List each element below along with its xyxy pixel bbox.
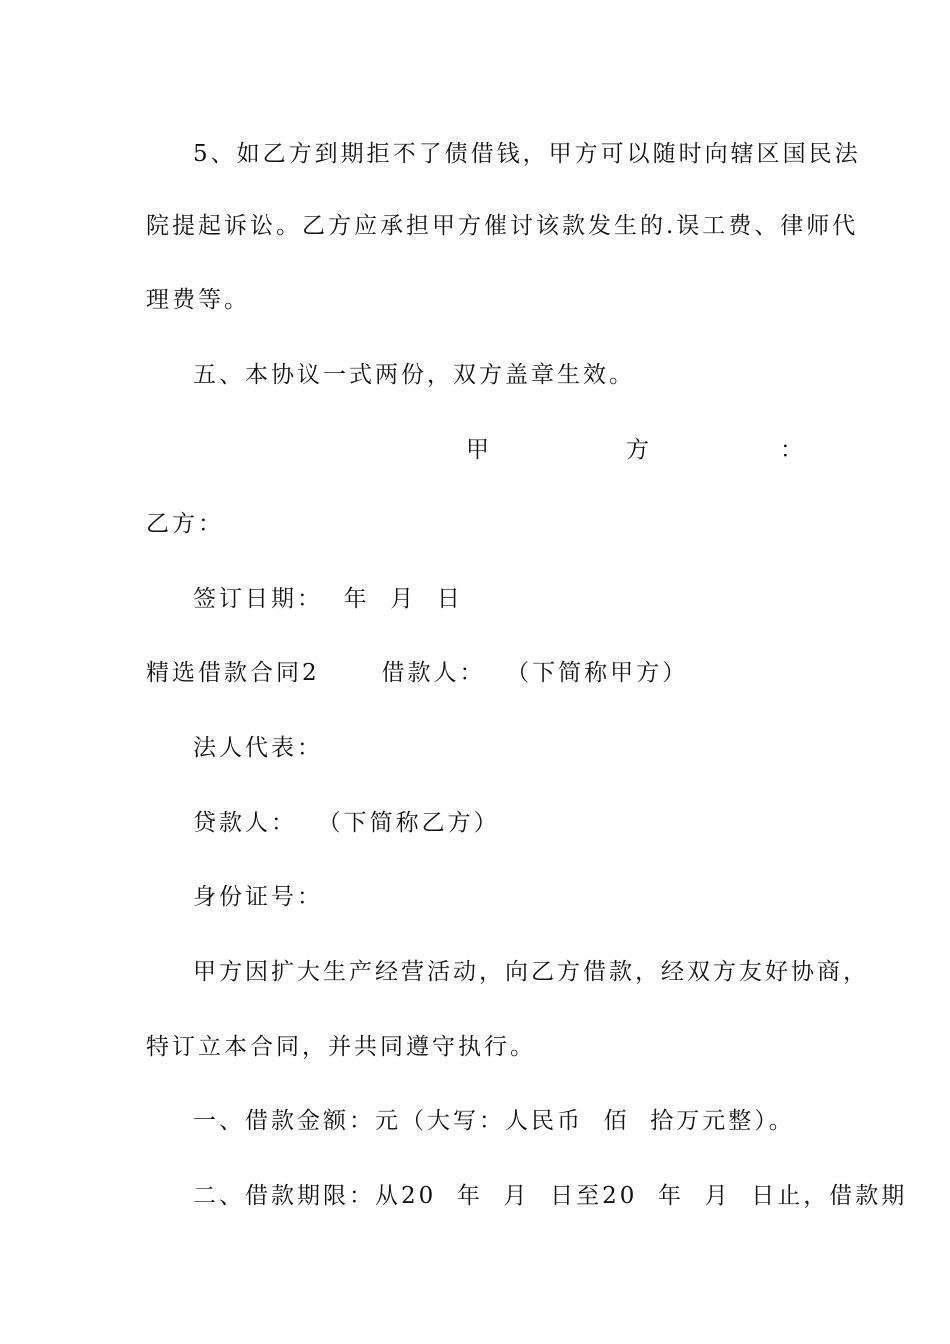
paragraph-5-line-2: 院提起诉讼。乙方应承担甲方催讨该款发生的.误工费、律师代 (146, 213, 859, 239)
contract-2-title: 精选借款合同2 借款人： （下简称甲方） (146, 660, 689, 686)
clause-amount: 一、借款金额：元（大写：人民币 佰 拾万元整）。 (193, 1108, 795, 1134)
paragraph-5-line-3: 理费等。 (146, 287, 250, 313)
clause-five: 五、本协议一式两份，双方盖章生效。 (193, 362, 635, 388)
paragraph-5-line-1: 5、如乙方到期拒不了债借钱，甲方可以随时向辖区国民法 (193, 141, 861, 167)
party-a-char-1: 甲 (466, 437, 489, 463)
intro-line-2: 特订立本合同，并共同遵守执行。 (146, 1034, 536, 1060)
signing-date: 签订日期： 年 月 日 (193, 586, 463, 612)
legal-representative: 法人代表： (193, 735, 323, 761)
intro-line-1: 甲方因扩大生产经营活动，向乙方借款，经双方友好协商， (193, 959, 869, 985)
lender-label: 贷款人： （下简称乙方） (193, 810, 500, 836)
party-a-char-2: 方 (626, 437, 649, 463)
party-b-label: 乙方： (146, 511, 224, 537)
clause-term: 二、借款期限：从20 年 月 日至20 年 月 日止，借款期 (193, 1183, 908, 1209)
party-a-colon: ： (780, 437, 803, 463)
id-number-label: 身份证号： (193, 884, 323, 910)
